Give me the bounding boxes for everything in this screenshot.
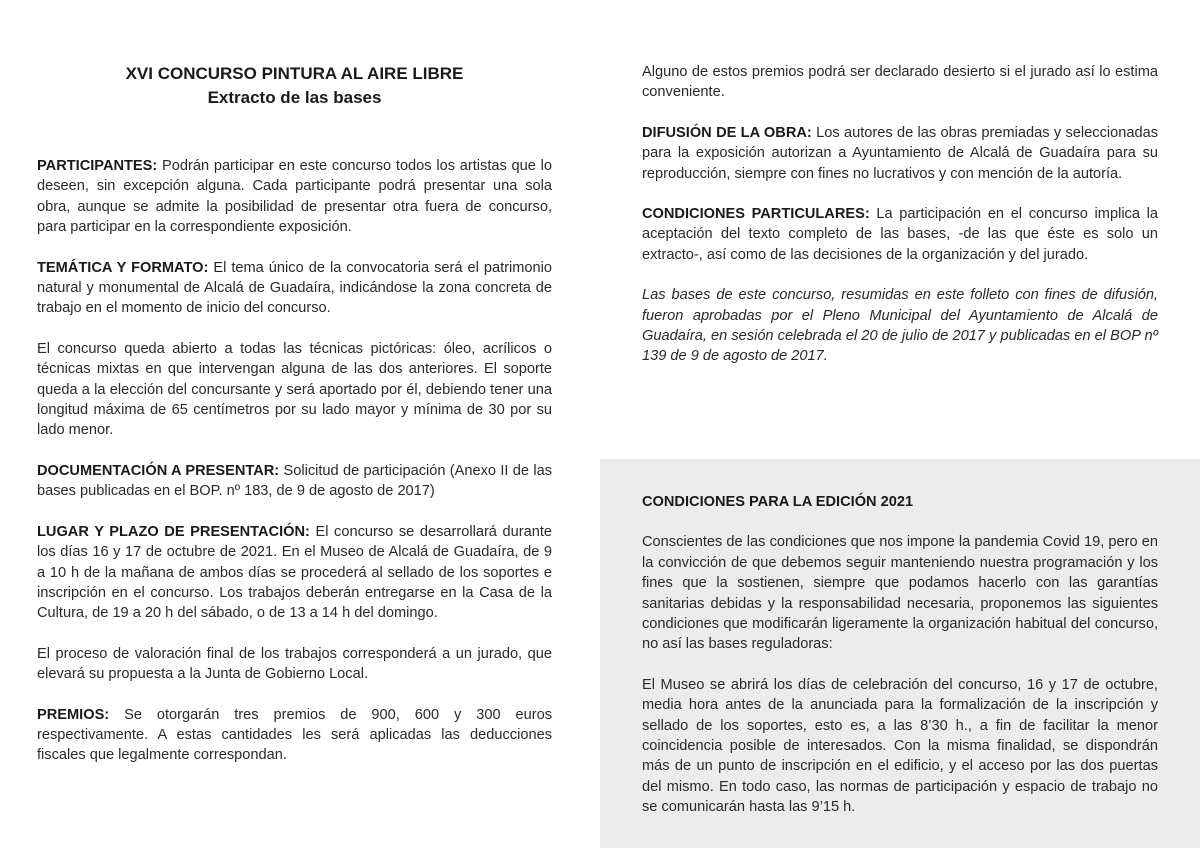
edition-2021-content <box>642 492 1158 838</box>
section-text: La participación en el concurso implica la aceptación del texto completo de las bases, -de las que éste es solo un extracto-, así como de las decisiones de la organización y del jurado. <box>642 206 1158 263</box>
section-label: TEMÁTICA Y FORMATO: <box>37 259 209 276</box>
page-title: XVI CONCURSO PINTURA AL AIRE LIBRE <box>125 64 464 83</box>
section-difusion <box>642 123 1158 184</box>
section-condiciones <box>642 204 1158 265</box>
paragraph-tecnicas: El concurso queda abierto a todas las técnicas pictóricas: óleo, acrílicos o técnicas mixtas en que intervengan alguna de las dos anteriores. El soporte queda a la elección del concursante y será aportado por él, debiendo tener una longitud máxima de 65 centímetros por su lado mayor y mínima de 30 por su lado menor. <box>37 340 552 439</box>
section-documentacion <box>37 461 552 502</box>
left-column <box>37 62 552 786</box>
page-subtitle: Extracto de las bases <box>207 88 382 107</box>
section-text: Los autores de las obras premiadas y seleccionadas para la exposición autorizan a Ayuntamiento de Alcalá de Guadaíra para su reproducción, siempre con fines no lucrativos y con mención de la autoría. <box>642 124 1158 182</box>
section-text: Se otorgarán tres premios de 900, 600 y 300 euros respectivamente. A estas cantidades les será aplicadas las deducciones fiscales que legalmente correspondan. <box>37 706 552 764</box>
paragraph-nota-legal: Las bases de este concurso, resumidas en este folleto con fines de difusión, fueron aprobadas por el Pleno Municipal del Ayuntamiento de Alcalá de Guadaíra, en sesión celebrada el 20 de julio de 2017 y publicadas en el BOP nº 139 de 9 de agosto de 2017. <box>642 287 1158 365</box>
right-column <box>642 62 1158 387</box>
section-text: El tema único de la convocatoria será el patrimonio natural y monumental de Alcalá de Guadaíra, indicándose la zona concreta de trabajo en el momento de inicio del concurso. <box>37 259 552 317</box>
section-text: Podrán participar en este concurso todos los artistas que lo deseen, sin excepción alguna. Cada participante podrá presentar una sola obra, aunque se admite la posibilidad de presentar otra fuera de concurso, para participar en la correspondiente exposición. <box>37 158 552 236</box>
paragraph-valoracion: El proceso de valoración final de los trabajos corresponderá a un jurado, que elevará su propuesta a la Junta de Gobierno Local. <box>37 645 552 683</box>
section-label: DOCUMENTACIÓN A PRESENTAR: <box>37 462 280 479</box>
section-label: LUGAR Y PLAZO DE PRESENTACIÓN: <box>37 523 310 540</box>
section-label: CONDICIONES PARTICULARES: <box>642 206 870 223</box>
title-block <box>37 62 552 110</box>
paragraph-desierto: Alguno de estos premios podrá ser declarado desierto si el jurado así lo estima conveniente. <box>642 64 1158 101</box>
section-premios <box>37 705 552 766</box>
box-paragraph-1: Conscientes de las condiciones que nos impone la pandemia Covid 19, pero en la convicción de que debemos seguir manteniendo nuestra programación y los fines que la sostienen, siempre que podamos hacerlo con las garantías sanitarias debidas y la responsabilidad necesaria, proponemos las siguientes condiciones que modificarán ligeramente la organización habitual del concurso, no así las bases reguladoras: <box>642 534 1158 653</box>
box-heading: CONDICIONES PARA LA EDICIÓN 2021 <box>642 494 914 510</box>
section-text: El concurso se desarrollará durante los días 16 y 17 de octubre de 2021. En el Museo de Alcalá de Guadaíra, de 9 a 10 h de la mañana de ambos días se procederá al sellado de los soportes e inscripción en el concurso. Los trabajos deberán entregarse en la Casa de la Cultura, de 19 a 20 h del sábado, o de 13 a 14 h del domingo. <box>37 523 553 622</box>
section-label: DIFUSIÓN DE LA OBRA: <box>642 124 812 141</box>
section-label: PARTICIPANTES: <box>37 158 158 174</box>
section-label: PREMIOS: <box>37 706 110 723</box>
section-tematica <box>37 258 552 319</box>
section-participantes <box>37 156 552 238</box>
section-lugar <box>37 522 552 624</box>
box-paragraph-2: El Museo se abrirá los días de celebración del concurso, 16 y 17 de octubre, media hora antes de la anunciada para la formalización de la inscripción y sellado de los soportes, esto es, a las 8’30 h., a fin de facilitar la menor coincidencia posible de interesados. Con la misma finalidad, se dispondrán más de un punto de inscripción en el edificio, y el acceso por las dos puertas del mismo. En todo caso, las normas de participación y espacio de trabajo no se comunicarán hasta las 9’15 h. <box>642 676 1158 816</box>
section-text: Solicitud de participación (Anexo II de las bases publicadas en el BOP. nº 183, de 9 de agosto de 2017) <box>37 462 552 500</box>
